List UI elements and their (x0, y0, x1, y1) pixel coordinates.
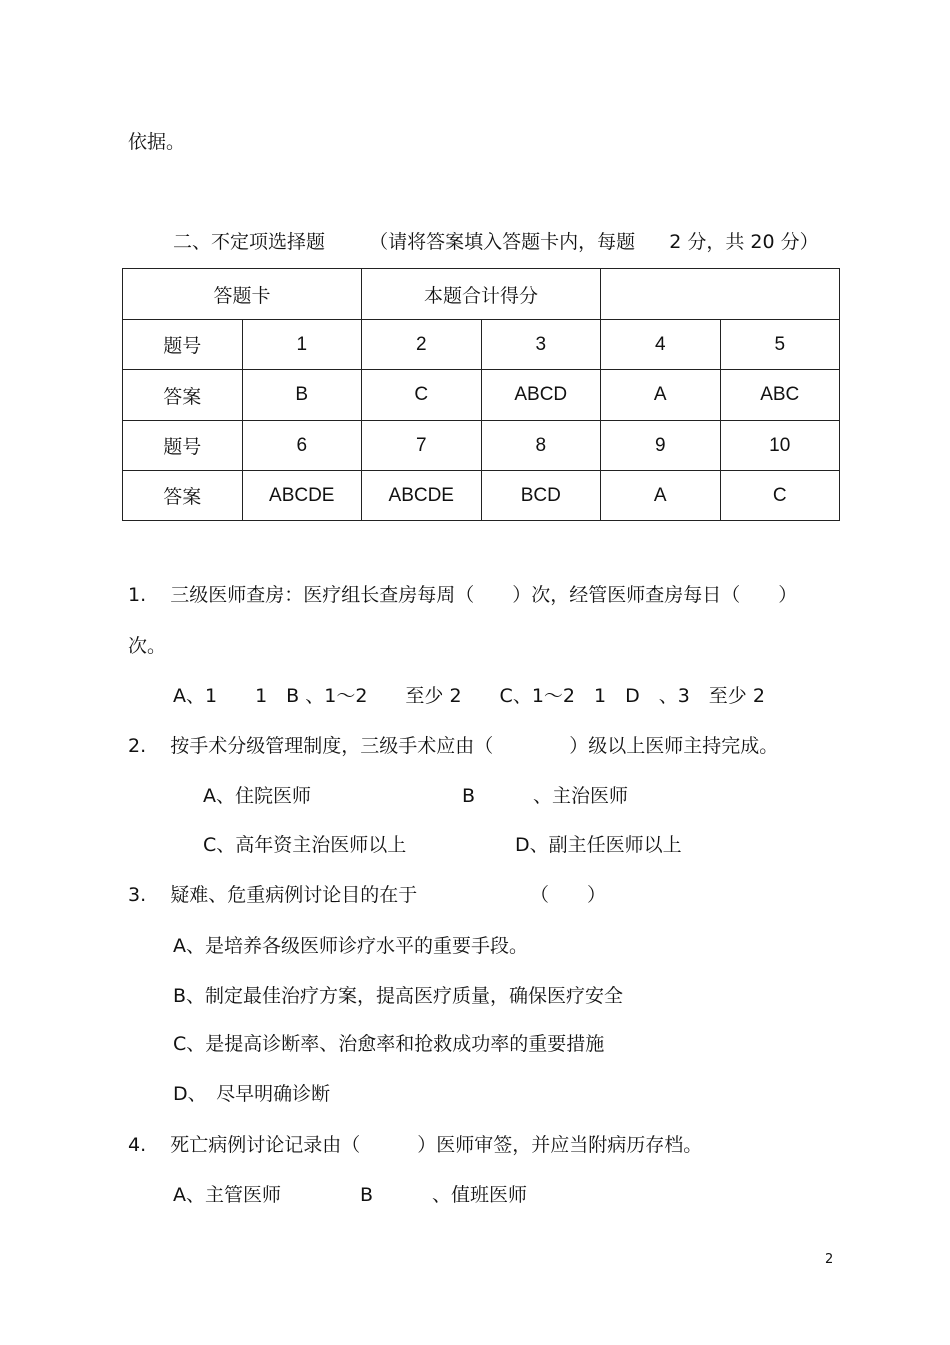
section-title: 二、不定项选择题 (173, 231, 326, 253)
table-cell: 4 (601, 320, 721, 370)
question-1-continuation: 次。 (128, 635, 167, 657)
table-cell: 1 (242, 320, 362, 370)
table-cell: 5 (720, 320, 840, 370)
table-cell: ABC (720, 370, 840, 421)
answer-card-label: 答题卡 (123, 269, 362, 320)
question-number: 1. (128, 584, 147, 606)
option-b-letter: B (462, 785, 476, 807)
question-2 (128, 734, 778, 758)
question-text: 按手术分级管理制度，三级手术应由（ ）级以上医师主持完成。 (170, 735, 779, 757)
option-d: D、 尽早明确诊断 (173, 1083, 331, 1105)
table-cell: B (242, 370, 362, 421)
question-number: 2. (128, 735, 147, 757)
table-cell: ABCDE (242, 471, 362, 521)
table-cell: 2 (362, 320, 482, 370)
table-cell: C (720, 471, 840, 521)
question-text: 三级医师查房：医疗组长查房每周（ ）次，经管医师查房每日（ ） (170, 584, 798, 606)
answer-card-table (122, 268, 840, 521)
option-b: B、制定最佳治疗方案，提高医疗质量，确保医疗安全 (173, 985, 624, 1007)
table-cell: 7 (362, 421, 482, 471)
score-label: 本题合计得分 (362, 269, 601, 320)
question-text: 疑难、危重病例讨论目的在于 (170, 884, 418, 906)
table-cell: A (601, 370, 721, 421)
question-number: 4. (128, 1134, 147, 1156)
answer-paren: （ ） (530, 884, 607, 906)
table-cell: 3 (481, 320, 601, 370)
row-label: 题号 (123, 421, 243, 471)
option-c: C、是提高诊断率、治愈率和抢救成功率的重要措施 (173, 1033, 605, 1055)
table-cell: 10 (720, 421, 840, 471)
table-cell: 8 (481, 421, 601, 471)
section-heading (173, 230, 819, 254)
option-b-letter: B (360, 1184, 374, 1206)
score-value (601, 269, 840, 320)
option-a: A、是培养各级医师诊疗水平的重要手段。 (173, 935, 528, 957)
table-cell: C (362, 370, 482, 421)
question-text: 死亡病例讨论记录由（ ）医师审签，并应当附病历存档。 (170, 1134, 703, 1156)
option-d: D、副主任医师以上 (515, 834, 682, 856)
table-cell: A (601, 471, 721, 521)
row-label: 答案 (123, 370, 243, 421)
row-label: 题号 (123, 320, 243, 370)
table-cell: BCD (481, 471, 601, 521)
page-number: 2 (825, 1252, 834, 1267)
intro-continuation: 依据。 (128, 131, 186, 153)
question-3 (128, 883, 417, 907)
option-b-text: 、值班医师 (432, 1184, 528, 1206)
option-a: A、住院医师 (203, 785, 311, 807)
table-cell: 6 (242, 421, 362, 471)
question-4 (128, 1133, 702, 1157)
question-1-options: A、1 1 B 、1～2 至少 2 C、1～2 1 D 、3 至少 2 (173, 685, 765, 707)
row-label: 答案 (123, 471, 243, 521)
table-cell: ABCD (481, 370, 601, 421)
section-points: 2 分，共 20 分） (669, 231, 819, 253)
section-note: （请将答案填入答题卡内，每题 (369, 231, 636, 253)
question-number: 3. (128, 884, 147, 906)
table-cell: 9 (601, 421, 721, 471)
option-b-text: 、主治医师 (533, 785, 629, 807)
question-1 (128, 583, 797, 607)
table-cell: ABCDE (362, 471, 482, 521)
option-c: C、高年资主治医师以上 (203, 834, 407, 856)
option-a: A、主管医师 (173, 1184, 281, 1206)
